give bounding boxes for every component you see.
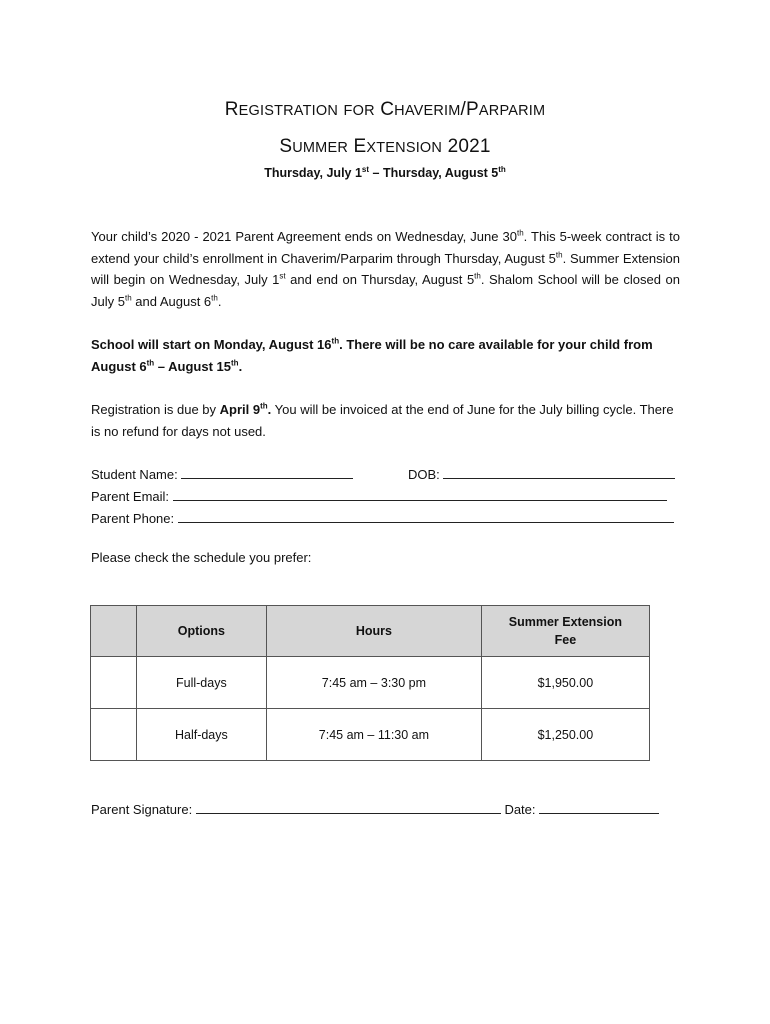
document-subtitle: [0, 136, 770, 158]
dob-row: [408, 465, 675, 485]
ordinal-suffix: th: [516, 228, 524, 238]
program-dates: [0, 166, 770, 180]
dob-label: DOB:: [408, 467, 440, 482]
paragraph-text: . Shalom School will be closed on July 5: [91, 272, 680, 309]
date-label: Date:: [504, 802, 536, 817]
paragraph-text: . Summer Extension will begin on Wednesday, July 1: [91, 250, 681, 287]
registration-due-paragraph: [91, 399, 680, 442]
title-text: HAVERIM: [394, 103, 461, 119]
title-text: /P: [460, 99, 479, 120]
date-text: Thursday, July 1: [264, 166, 362, 180]
title-text: E: [353, 136, 367, 157]
signature-date-field[interactable]: [539, 800, 659, 814]
table-row: [91, 657, 650, 709]
parent-phone-row: [91, 509, 674, 529]
notice-text: . There will be no care available for your child from August 6: [91, 337, 653, 374]
agreement-paragraph: [91, 226, 680, 312]
parent-signature-field[interactable]: [196, 800, 501, 814]
paragraph-text: You will be invoiced at the end of June for the July billing cycle. There is no refund for days not used.: [91, 402, 674, 439]
title-text: FOR: [343, 103, 375, 119]
ordinal-suffix: th: [498, 164, 506, 174]
ordinal-suffix: th: [555, 250, 563, 260]
schedule-prompt: Please check the schedule you prefer:: [91, 550, 312, 565]
ordinal-suffix: th: [260, 401, 268, 411]
student-name-label: Student Name:: [91, 467, 178, 482]
notice-text: School will start on Monday, August 16: [91, 337, 332, 352]
option-cell: Full-days: [136, 657, 266, 709]
dob-field[interactable]: [443, 465, 675, 479]
hours-cell: 7:45 am – 3:30 pm: [267, 657, 482, 709]
date-text: – Thursday, August 5: [369, 166, 499, 180]
student-name-field[interactable]: [181, 465, 353, 479]
hours-cell: 7:45 am – 11:30 am: [267, 709, 482, 761]
hours-column-header: Hours: [267, 606, 482, 657]
parent-email-label: Parent Email:: [91, 489, 170, 504]
title-text: EGISTRATION: [238, 103, 339, 119]
title-text: S: [279, 136, 293, 157]
fee-header-line: Summer Extension: [508, 615, 622, 629]
paragraph-text: . This 5-week contract is to extend your child’s enrollment in Chaverim/Parparim through Thursday, August 5: [91, 229, 681, 266]
notice-text: .: [238, 358, 243, 374]
fee-column-header: [481, 606, 649, 657]
title-text: UMMER: [292, 140, 348, 156]
ordinal-suffix: th: [211, 293, 218, 303]
table-row: [91, 709, 650, 761]
due-date: .: [267, 402, 272, 417]
checkbox-column-header: [91, 606, 137, 657]
paragraph-text: Your child’s 2020 - 2021 Parent Agreement ends on Wednesday, June 30: [91, 229, 517, 244]
fee-header-line: Fee: [554, 633, 577, 647]
ordinal-suffix: st: [279, 271, 286, 281]
paragraph-text: and August 6: [131, 293, 212, 309]
due-date: April 9: [219, 402, 261, 417]
fee-cell: $1,950.00: [481, 657, 649, 709]
title-text: ARPARIM: [478, 103, 546, 119]
notice-text: – August 15: [154, 358, 232, 374]
schedule-checkbox-half-days[interactable]: [91, 709, 137, 761]
title-text: C: [380, 99, 395, 120]
schedule-table: [90, 605, 650, 761]
document-title: [0, 99, 770, 121]
school-start-notice: [91, 334, 680, 377]
title-text: R: [224, 99, 239, 120]
parent-email-field[interactable]: [173, 487, 667, 501]
ordinal-suffix: th: [474, 271, 481, 281]
title-text: XTENSION: [366, 140, 443, 156]
option-cell: Half-days: [136, 709, 266, 761]
paragraph-text: .: [217, 293, 222, 309]
paragraph-text: and end on Thursday, August 5: [285, 272, 475, 287]
title-year: 2021: [447, 136, 491, 157]
schedule-checkbox-full-days[interactable]: [91, 657, 137, 709]
options-column-header: Options: [136, 606, 266, 657]
ordinal-suffix: th: [231, 358, 239, 368]
ordinal-suffix: th: [146, 358, 155, 368]
fee-cell: $1,250.00: [481, 709, 649, 761]
student-name-row: [91, 465, 353, 485]
parent-email-row: [91, 487, 667, 507]
table-header-row: [91, 606, 650, 657]
parent-phone-field[interactable]: [178, 509, 674, 523]
parent-phone-label: Parent Phone:: [91, 511, 175, 526]
ordinal-suffix: th: [124, 293, 132, 303]
ordinal-suffix: th: [331, 336, 340, 346]
ordinal-suffix: st: [361, 164, 370, 174]
paragraph-text: Registration is due by: [91, 402, 220, 417]
signature-row: [91, 800, 659, 820]
parent-signature-label: Parent Signature:: [91, 802, 193, 817]
